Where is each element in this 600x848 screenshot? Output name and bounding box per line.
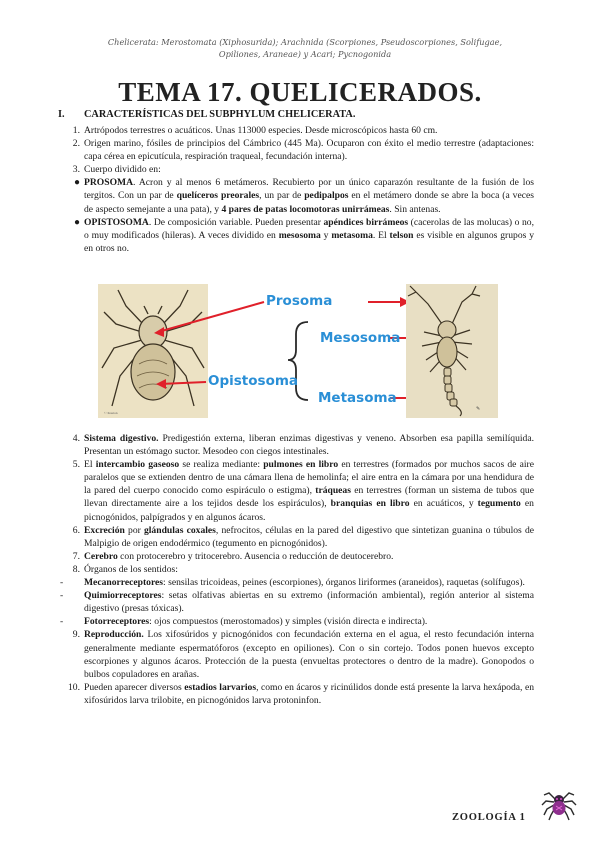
content-block-top: [72, 124, 535, 255]
list-item-excretion: 6. Excreción por glándulas coxales, nefrocitos, células en la pared del digestivo que sintetizan guanina o túbulos de Malpigio de origen endodérmico (tegumento en picnogónidos).: [72, 524, 534, 549]
list-item: 2. Origen marino, fósiles de principios del Cámbrico (445 Ma). Ocuparon con éxito el medio terrestre (adaptaciones: capa cérea en epicutícula, respiración traqueal, fecundación interna).: [72, 138, 534, 163]
list-item-larvae: 10. Pueden aparecer diversos estadios larvarios, como en ácaros y ricinúlidos donde está presente la larva hexápoda, en xifosúridos larva trilobite, en picnogónidos larva protoninfon.: [68, 681, 534, 706]
section-number: I.: [58, 109, 65, 120]
header-subtitle: Chelicerata: Merostomata (Xiphosurida); Arachnida (Scorpiones, Pseudoscorpiones, Solifugae, Opiliones, Araneae) y Acari; Pycnogonida: [107, 37, 503, 59]
list-item: 1. Artrópodos terrestres o acuáticos. Unas 113000 especies. Desde microscópicos hasta 60 cm.: [72, 125, 438, 136]
spider-logo-icon: [541, 785, 577, 826]
body-plan-figure: [98, 284, 498, 418]
list-item-chemoreceptors: - Quimiorreceptores: setas olfativas abiertas en su extremo (información ambiental), región anterior al sistema digestivo (presas tóxicas).: [60, 590, 534, 615]
list-item-digestive: 4. Sistema digestivo. Predigestión externa, liberan enzimas digestivas y veneno. Absorben esa papilla semilíquida. Presentan un estómago suctor. Mesodeo con ciegos intestinales.: [72, 433, 534, 458]
label-mesosoma: Mesosoma: [320, 330, 401, 346]
label-metasoma: Metasoma: [318, 390, 397, 406]
list-item-opistosoma: ● OPISTOSOMA. De composición variable. Pueden presentar apéndices birrámeos (cacerolas de las molucas) o no, o muy modificados (hileras). A veces dividido en mesosoma y metasoma. El telson es visible en algunos grupos y en otros no.: [73, 216, 535, 254]
list-item: 3. Cuerpo dividido en:: [72, 164, 161, 176]
page-title: TEMA 17. QUELICERADOS.: [118, 77, 482, 107]
footer-label: ZOOLOGÍA 1: [452, 812, 526, 823]
content-block-bottom: [60, 432, 534, 707]
svg-text:© Kaston: © Kaston: [104, 411, 118, 415]
section-heading: [58, 109, 356, 120]
list-item-prosoma: ● PROSOMA. Acron y al menos 6 metámeros. Recubierto por un único caparazón resultante de la fusión de los tergitos. Con un par de quelíceros preorales, un par de pedipalpos en el metámero donde se abre la boca (a veces de aspecto semejante a una pata), y 4 pares de patas locomotoras unirrámeas. Sin antenas.: [73, 177, 534, 215]
svg-text:✎: ✎: [476, 407, 481, 412]
list-item-senses: 8. Órganos de los sentidos:: [72, 563, 178, 575]
list-item-reproduction: 9. Reproducción. Los xifosúridos y picnogónidos con fecundación externa en el agua, el resto fecundación interna generalmente mediante espermatóforos (excepto en opiliones). Con o sin cortejo. Todos ponen huevos excepto escorpiones y algunos ácaros. Protección de la puesta (envueltas protectores o dentro de la madre). Gonopodos o bulbos copuladores en arañas.: [72, 629, 534, 680]
list-item-brain: 7. Cerebro con protocerebro y tritocerebro. Ausencia o reducción de deutocerebro.: [72, 550, 394, 562]
list-item-photoreceptors: - Fotorreceptores: ojos compuestos (merostomados) y simples (visión directa e indirecta).: [60, 616, 428, 628]
label-opistosoma: Opistosoma: [208, 373, 299, 389]
list-item-gas-exchange: 5. El intercambio gaseoso se realiza mediante: pulmones en libro en terrestres (formados por muchos sacos de aire paralelos que se extienden dentro de una cámara llena de hemolinfa; el aire entra en la cámara por una hendidura de la pared del cuerpo conocido como espiráculo o estigma), tráqueas en terrestres (forman un sistema de tubos que llevan directamente aire a los tejidos desde los espiráculos), branquias en libro en acuáticos, y tegumento en picnogónidos, palpígrados y en algunos ácaros.: [72, 459, 534, 523]
label-prosoma: Prosoma: [266, 293, 333, 309]
scorpion-illustration: [406, 284, 498, 418]
section-title: CARACTERÍSTICAS DEL SUBPHYLUM CHELICERATA.: [84, 109, 356, 120]
list-item-mechanoreceptors: - Mecanorreceptores: sensilas tricoideas, peines (escorpiones), órganos liriformes (araneidos), raquetas (solífugos).: [60, 577, 525, 589]
